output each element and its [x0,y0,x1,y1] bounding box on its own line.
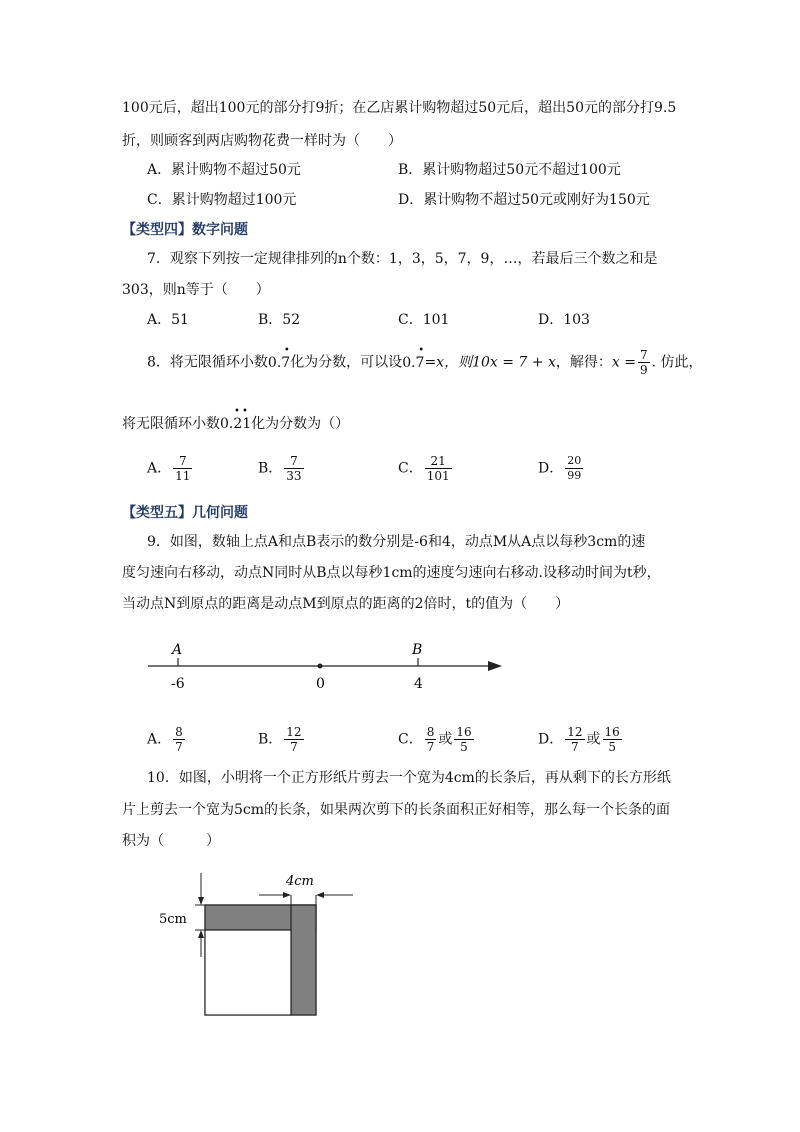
q8-text-pre: 8．将无限循环小数 [147,354,268,371]
q7-line-1: 7．观察下列按一定规律排列的n个数：1，3，5，7，9，…，若最后三个数之和是 [147,251,658,267]
q10-line-3: 积为（ ） [122,833,220,849]
remaining-square [205,930,291,1015]
repeating-decimal-021: 0.21 • • [220,406,252,432]
q8-text-mid1: 化为分数，可以设 [290,354,403,371]
arrow-left-icon [316,892,324,898]
arrow-up-icon [198,930,204,938]
fraction: $\frac{21}{101}$ [426,454,450,483]
right-strip-shaded [291,905,316,1015]
q8-line2-post: 化为分数为（） [251,416,350,432]
q8-option-c: C． $\frac{21}{101}$ [398,454,450,483]
q8-line-2 [122,406,350,434]
repeating-decimal-07-b: 0.7 • [402,344,425,371]
q6-option-d: D．累计购物不超过50元或刚好为150元 [398,192,650,208]
q6-option-a: A．累计购物不超过50元 [147,162,301,178]
q9-line-3: 当动点N到原点的距离是动点M到原点的距离的2倍时，t的值为（ ） [122,596,570,612]
q9-option-a: A． $\frac{8}{7}$ [147,725,183,754]
q10-line-1: 10．如图，小明将一个正方形纸片剪去一个宽为4cm的长条后，再从剩下的长方形纸 [147,770,671,786]
arrow-right-icon [283,892,291,898]
q8-text-eq1: =x，则 [424,354,473,371]
q9-line-2: 度匀速向右移动，动点N同时从B点以每秒1cm的速度匀速向右移动.设移动时间为t秒， [122,565,661,581]
q6-option-b: B．累计购物超过50元不超过100元 [398,162,621,178]
q9-option-c: C． $\frac{8}{7}$ 或 $\frac{16}{5}$ [398,725,472,754]
q6-option-c: C．累计购物超过100元 [147,192,297,208]
dimension-5cm: 5cm [159,912,187,927]
q10-line-2: 片上剪去一个宽为5cm的长条，如果两次剪下的长条面积正好相等，那么每一个长条的面 [122,802,671,818]
label-a: A [172,642,183,658]
q8-text-post: . 仿此， [651,354,703,371]
q7-option-d: D．103 [538,312,590,328]
q9-line-1: 9．如图，数轴上点A和点B表示的数分别是-6和4，动点M从A点以每秒3cm的速 [147,534,646,550]
tick-label-4: 4 [414,676,423,692]
q8-option-b: B． $\frac{7}{33}$ [258,454,302,483]
q7-option-b: B．52 [258,312,301,328]
tick-label-0: 0 [316,676,325,692]
axis-arrow-icon [488,661,502,671]
q8-x-equals: x = [611,354,636,371]
square-strip-figure [155,865,365,1025]
q7-option-c: C．101 [398,312,450,328]
q9-option-b: B． $\frac{12}{7}$ [258,725,302,754]
number-line-figure [140,630,520,700]
section-heading-type4: 【类型四】数字问题 [122,222,248,238]
q8-line-1 [147,344,703,377]
q8-equation: 10x = 7 + x [472,354,556,371]
q8-option-a: A． $\frac{7}{11}$ [147,454,191,483]
fraction: $\frac{20}{99}$ [567,454,582,482]
q7-option-a: A．51 [147,312,189,328]
dimension-4cm: 4cm [286,874,314,889]
fraction: $\frac{7}{33}$ [286,454,302,483]
repeating-decimal-07: 0.7 • [267,344,291,371]
q8-option-d: D． $\frac{20}{99}$ [538,454,582,482]
q7-line-2: 303，则n等于（ ） [122,282,270,298]
q6-line-1: 100元后，超出100元的部分打9折；在乙店累计购物超过50元后，超出50元的部分打9.5 [122,100,677,116]
arrow-down-icon [198,897,204,905]
origin-dot [318,664,323,669]
tick-label-neg6: -6 [171,676,185,692]
section-heading-type5: 【类型五】几何问题 [122,505,248,521]
q8-line2-pre: 将无限循环小数 [122,416,220,432]
label-b: B [412,642,423,658]
q9-option-d: D． $\frac{12}{7}$ 或 $\frac{16}{5}$ [538,725,620,754]
q6-line-2: 折，则顾客到两店购物花费一样时为（ ） [122,133,402,149]
q8-text-mid2: ，解得： [555,354,612,371]
fraction: $\frac{7}{11}$ [175,454,191,483]
fraction-7-9: $\frac{7}{9}$ [639,348,648,377]
